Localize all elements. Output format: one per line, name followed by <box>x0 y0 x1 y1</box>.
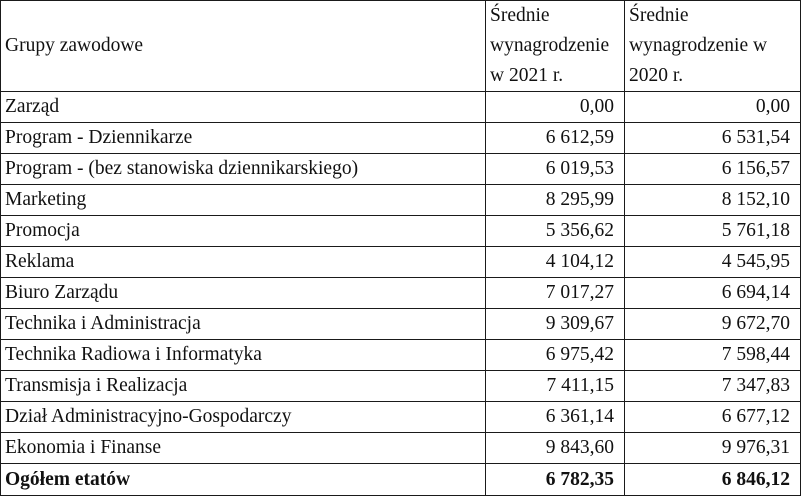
avg-2020-cell: 0,00 <box>625 92 801 123</box>
group-cell: Transmisja i Realizacja <box>1 371 486 402</box>
group-cell: Technika i Administracja <box>1 309 486 340</box>
avg-2020-cell: 9 976,31 <box>625 433 801 464</box>
group-cell: Program - Dziennikarze <box>1 123 486 154</box>
avg-2020-cell: 8 152,10 <box>625 185 801 216</box>
group-cell: Reklama <box>1 247 486 278</box>
header-avg-2021: Średnie wynagrodzenie w 2021 r. <box>486 1 625 92</box>
avg-2020-cell: 5 761,18 <box>625 216 801 247</box>
table-row <box>1 402 801 433</box>
table-row <box>1 433 801 464</box>
avg-2020-cell: 4 545,95 <box>625 247 801 278</box>
total-avg-2021: 6 782,35 <box>486 464 625 496</box>
avg-2021-cell: 7 411,15 <box>486 371 625 402</box>
group-cell: Program - (bez stanowiska dziennikarskiego) <box>1 154 486 185</box>
avg-2021-cell: 9 843,60 <box>486 433 625 464</box>
avg-2020-cell: 7 347,83 <box>625 371 801 402</box>
avg-2021-cell: 5 356,62 <box>486 216 625 247</box>
avg-2021-cell: 6 612,59 <box>486 123 625 154</box>
header-avg-2020: Średnie wynagrodzenie w 2020 r. <box>625 1 801 92</box>
header-group: Grupy zawodowe <box>1 1 486 92</box>
table-row <box>1 185 801 216</box>
table-row <box>1 340 801 371</box>
avg-2020-cell: 7 598,44 <box>625 340 801 371</box>
table-row <box>1 154 801 185</box>
group-cell: Zarząd <box>1 92 486 123</box>
group-cell: Dział Administracyjno-Gospodarczy <box>1 402 486 433</box>
group-cell: Biuro Zarządu <box>1 278 486 309</box>
avg-2020-cell: 6 677,12 <box>625 402 801 433</box>
table-row <box>1 371 801 402</box>
avg-2021-cell: 8 295,99 <box>486 185 625 216</box>
table-row <box>1 309 801 340</box>
avg-2020-cell: 6 694,14 <box>625 278 801 309</box>
avg-2021-cell: 9 309,67 <box>486 309 625 340</box>
group-cell: Marketing <box>1 185 486 216</box>
table-row <box>1 216 801 247</box>
table-row <box>1 247 801 278</box>
group-cell: Technika Radiowa i Informatyka <box>1 340 486 371</box>
table-row <box>1 278 801 309</box>
avg-2020-cell: 6 531,54 <box>625 123 801 154</box>
total-label: Ogółem etatów <box>1 464 486 496</box>
avg-2021-cell: 7 017,27 <box>486 278 625 309</box>
avg-2021-cell: 6 361,14 <box>486 402 625 433</box>
group-cell: Ekonomia i Finanse <box>1 433 486 464</box>
avg-2021-cell: 4 104,12 <box>486 247 625 278</box>
avg-2021-cell: 0,00 <box>486 92 625 123</box>
table-header-row <box>1 1 801 92</box>
avg-2020-cell: 9 672,70 <box>625 309 801 340</box>
avg-2021-cell: 6 975,42 <box>486 340 625 371</box>
avg-2021-cell: 6 019,53 <box>486 154 625 185</box>
table-body <box>1 92 801 464</box>
group-cell: Promocja <box>1 216 486 247</box>
table-row <box>1 92 801 123</box>
table-row <box>1 123 801 154</box>
total-avg-2020: 6 846,12 <box>625 464 801 496</box>
avg-2020-cell: 6 156,57 <box>625 154 801 185</box>
